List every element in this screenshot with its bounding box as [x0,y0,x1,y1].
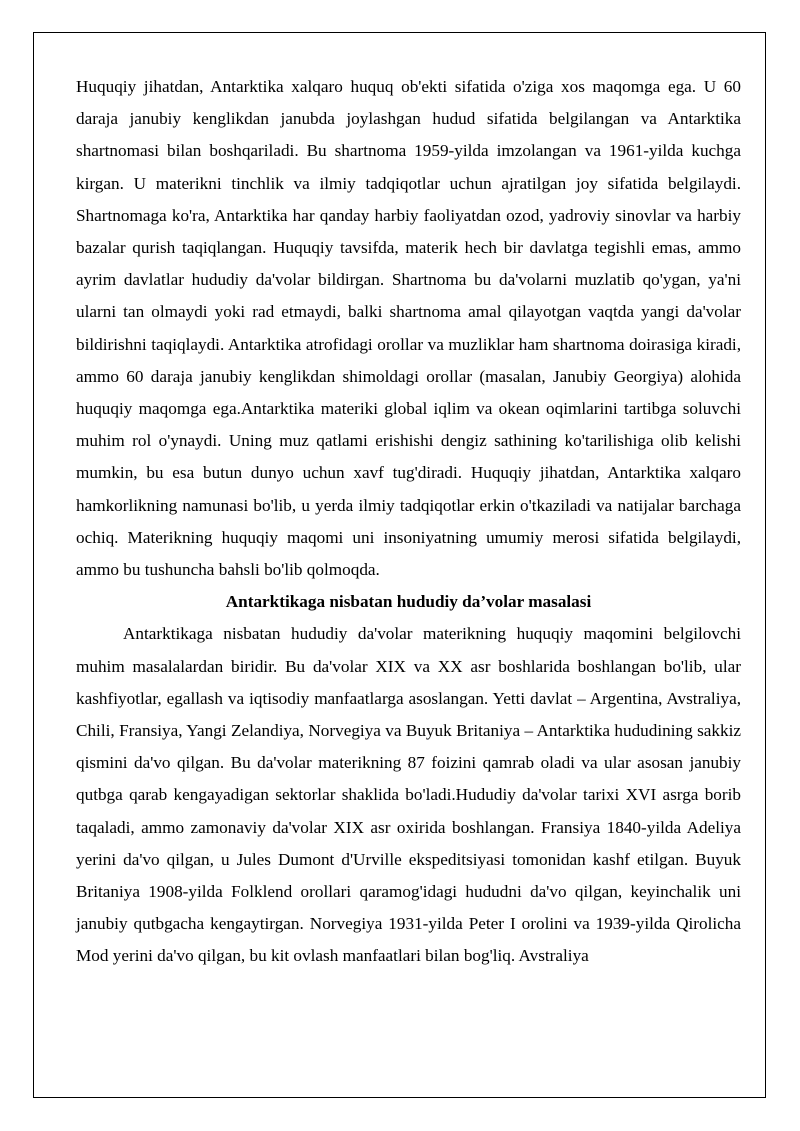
document-body [76,71,741,973]
paragraph-territorial-claims: Antarktikaga nisbatan hududiy da'volar materikning huquqiy maqomini belgilovchi muhim masalalardan biridir. Bu da'volar XIX va XX asr boshlarida boshlangan bo'lib, ular kashfiyotlar, egallash va iqtisodiy manfaatlarga asoslangan. Yetti davlat – Argentina, Avstraliya, Chili, Fransiya, Yangi Zelandiya, Norvegiya va Buyuk Britaniya – Antarktika hududining sakkiz qismini da'vo qilgan. Bu da'volar materikning 87 foizini qamrab oladi va ular asosan janubiy qutbga qarab kengayadigan sektorlar shaklida bo'ladi.Hududiy da'volar tarixi XVI asrga borib taqaladi, ammo zamonaviy da'volar XIX asr oxirida boshlangan. Fransiya 1840-yilda Adeliya yerini da'vo qilgan, u Jules Dumont d'Urville ekspeditsiyasi tomonidan kashf etilgan. Buyuk Britaniya 1908-yilda Folklend orollari qaramog'idagi hududni da'vo qilgan, keyinchalik uni janubiy qutbgacha kengaytirgan. Norvegiya 1931-yilda Peter I orolini va 1939-yilda Qirolicha Mod yerini da'vo qilgan, bu kit ovlash manfaatlari bilan bog'liq. Avstraliya [76,624,741,966]
section-heading: Antarktikaga nisbatan hududiy da’volar masalasi [225,592,592,612]
paragraph-legal-status: Huquqiy jihatdan, Antarktika xalqaro huquq ob'ekti sifatida o'ziga xos maqomga ega. U 60 daraja janubiy kenglikdan janubda joylashgan hudud sifatida belgilangan va Antarktika shartnomasi bilan boshqariladi. Bu shartnoma 1959-yilda imzolangan va 1961-yilda kuchga kirgan. U materikni tinchlik va ilmiy tadqiqotlar uchun ajratilgan joy sifatida belgilaydi. Shartnomaga ko'ra, Antarktika har qanday harbiy faoliyatdan ozod, yadroviy sinovlar va harbiy bazalar qurish taqiqlangan. Huquqiy tavsifda, materik hech bir davlatga tegishli emas, ammo ayrim davlatlar hududiy da'volar bildirgan. Shartnoma bu da'volarni muzlatib qo'ygan, ya'ni ularni tan olmaydi yoki rad etmaydi, balki shartnoma amal qilayotgan vaqtda yangi da'volar bildirishni taqiqlaydi. Antarktika atrofidagi orollar va muzliklar ham shartnoma doirasiga kiradi, ammo 60 daraja janubiy kenglikdan shimoldagi orollar (masalan, Janubiy Georgiya) alohida huquqiy maqomga ega.Antarktika materiki global iqlim va okean oqimlarini tartibga soluvchi muhim rol o'ynaydi. Uning muz qatlami erishishi dengiz sathining ko'tarilishiga olib kelishi mumkin, bu esa butun dunyo uchun xavf tug'diradi. Huquqiy jihatdan, Antarktika xalqaro hamkorlikning namunasi bo'lib, u yerda ilmiy tadqiqotlar erkin o'tkaziladi va natijalar barchaga ochiq. Materikning huquqiy maqomi uni insoniyatning umumiy merosi sifatida belgilaydi, ammo bu tushuncha bahsli bo'lib qolmoqda. [76,77,741,580]
